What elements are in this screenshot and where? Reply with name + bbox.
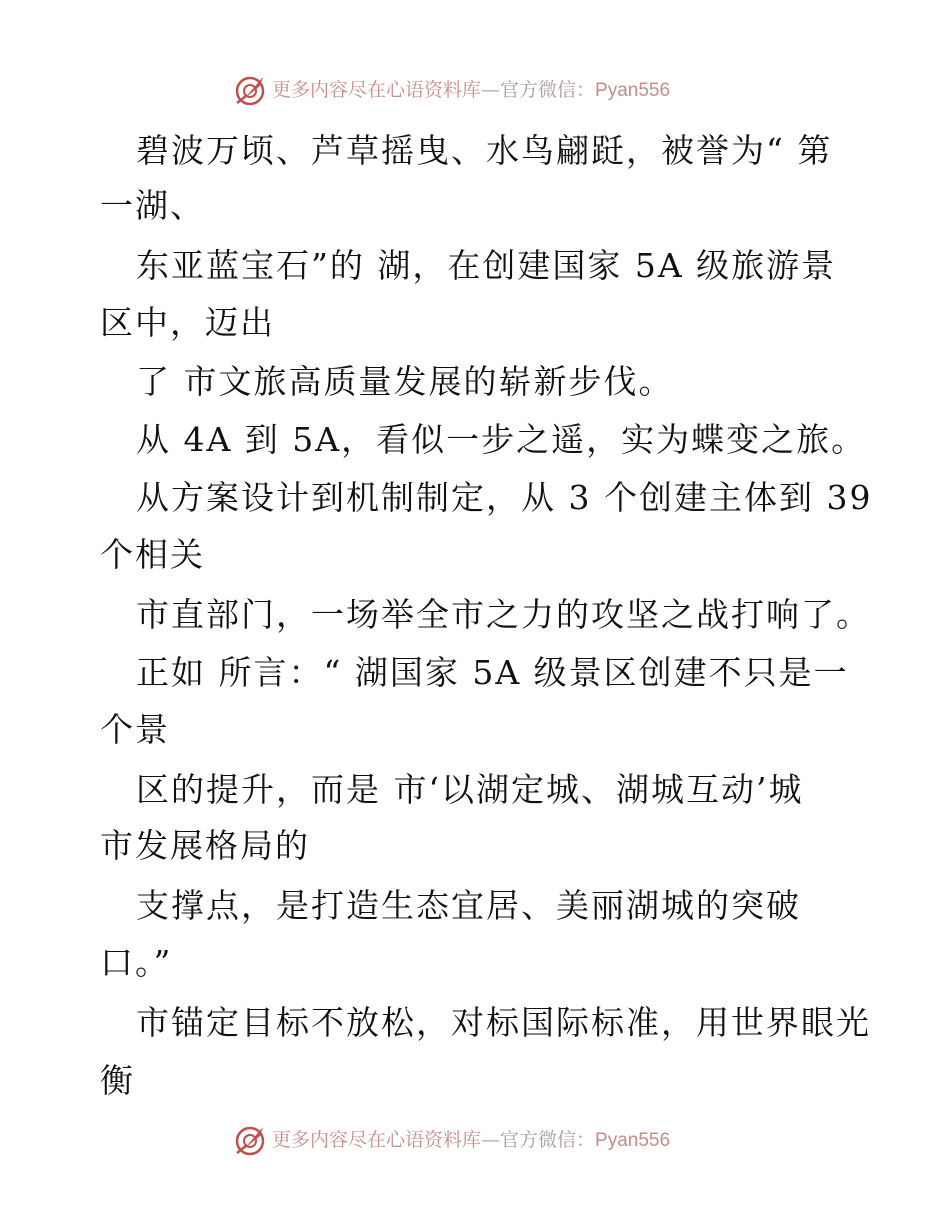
body-line: 市直部门，一场举全市之力的攻坚之战打响了。: [136, 595, 871, 634]
banner-contact-prefix: 官方微信：: [500, 1129, 596, 1151]
quill-seal-icon: [233, 1123, 267, 1157]
body-line: 市发展格局的: [100, 826, 310, 865]
body-line: 个相关: [100, 535, 205, 574]
banner-separator: —: [481, 1129, 501, 1151]
banner-title: 更多内容尽在心语资料库: [272, 79, 482, 101]
body-line: 口。”: [100, 943, 173, 982]
body-line: 从 4A 到 5A，看似一步之遥，实为蝶变之旅。: [136, 420, 867, 459]
body-line: 从方案设计到机制制定，从 3 个创建主体到 39: [136, 478, 873, 517]
body-line: 正如 所言：“ 湖国家 5A 级景区创建不只是一: [136, 653, 849, 692]
body-line: 东亚蓝宝石”的 湖，在创建国家 5A 级旅游景: [136, 246, 837, 285]
body-line: 支撑点，是打造生态宜居、美丽湖城的突破: [136, 886, 801, 925]
body-line: 衡: [100, 1061, 135, 1100]
banner-title: 更多内容尽在心语资料库: [272, 1129, 482, 1151]
body-line: 个景: [100, 710, 170, 749]
banner-handle: Pyan556: [595, 1130, 671, 1151]
body-line: 碧波万顷、芦草摇曳、水鸟翩跹，被誉为“ 第: [136, 131, 833, 170]
banner-contact-prefix: 官方微信：: [500, 79, 596, 101]
body-line: 了 市文旅高质量发展的崭新步伐。: [136, 362, 674, 401]
body-line: 区的提升，而是 市‘以湖定城、湖城互动’城: [136, 770, 804, 809]
body-line: 市锚定目标不放松，对标国际标准，用世界眼光: [136, 1003, 871, 1042]
body-line: 一湖、: [100, 186, 205, 225]
banner-separator: —: [481, 79, 501, 101]
banner-text-group: [272, 1128, 670, 1153]
banner-handle: Pyan556: [595, 80, 671, 101]
footer-banner: [0, 1120, 950, 1160]
body-line: 区中，迈出: [100, 303, 275, 342]
